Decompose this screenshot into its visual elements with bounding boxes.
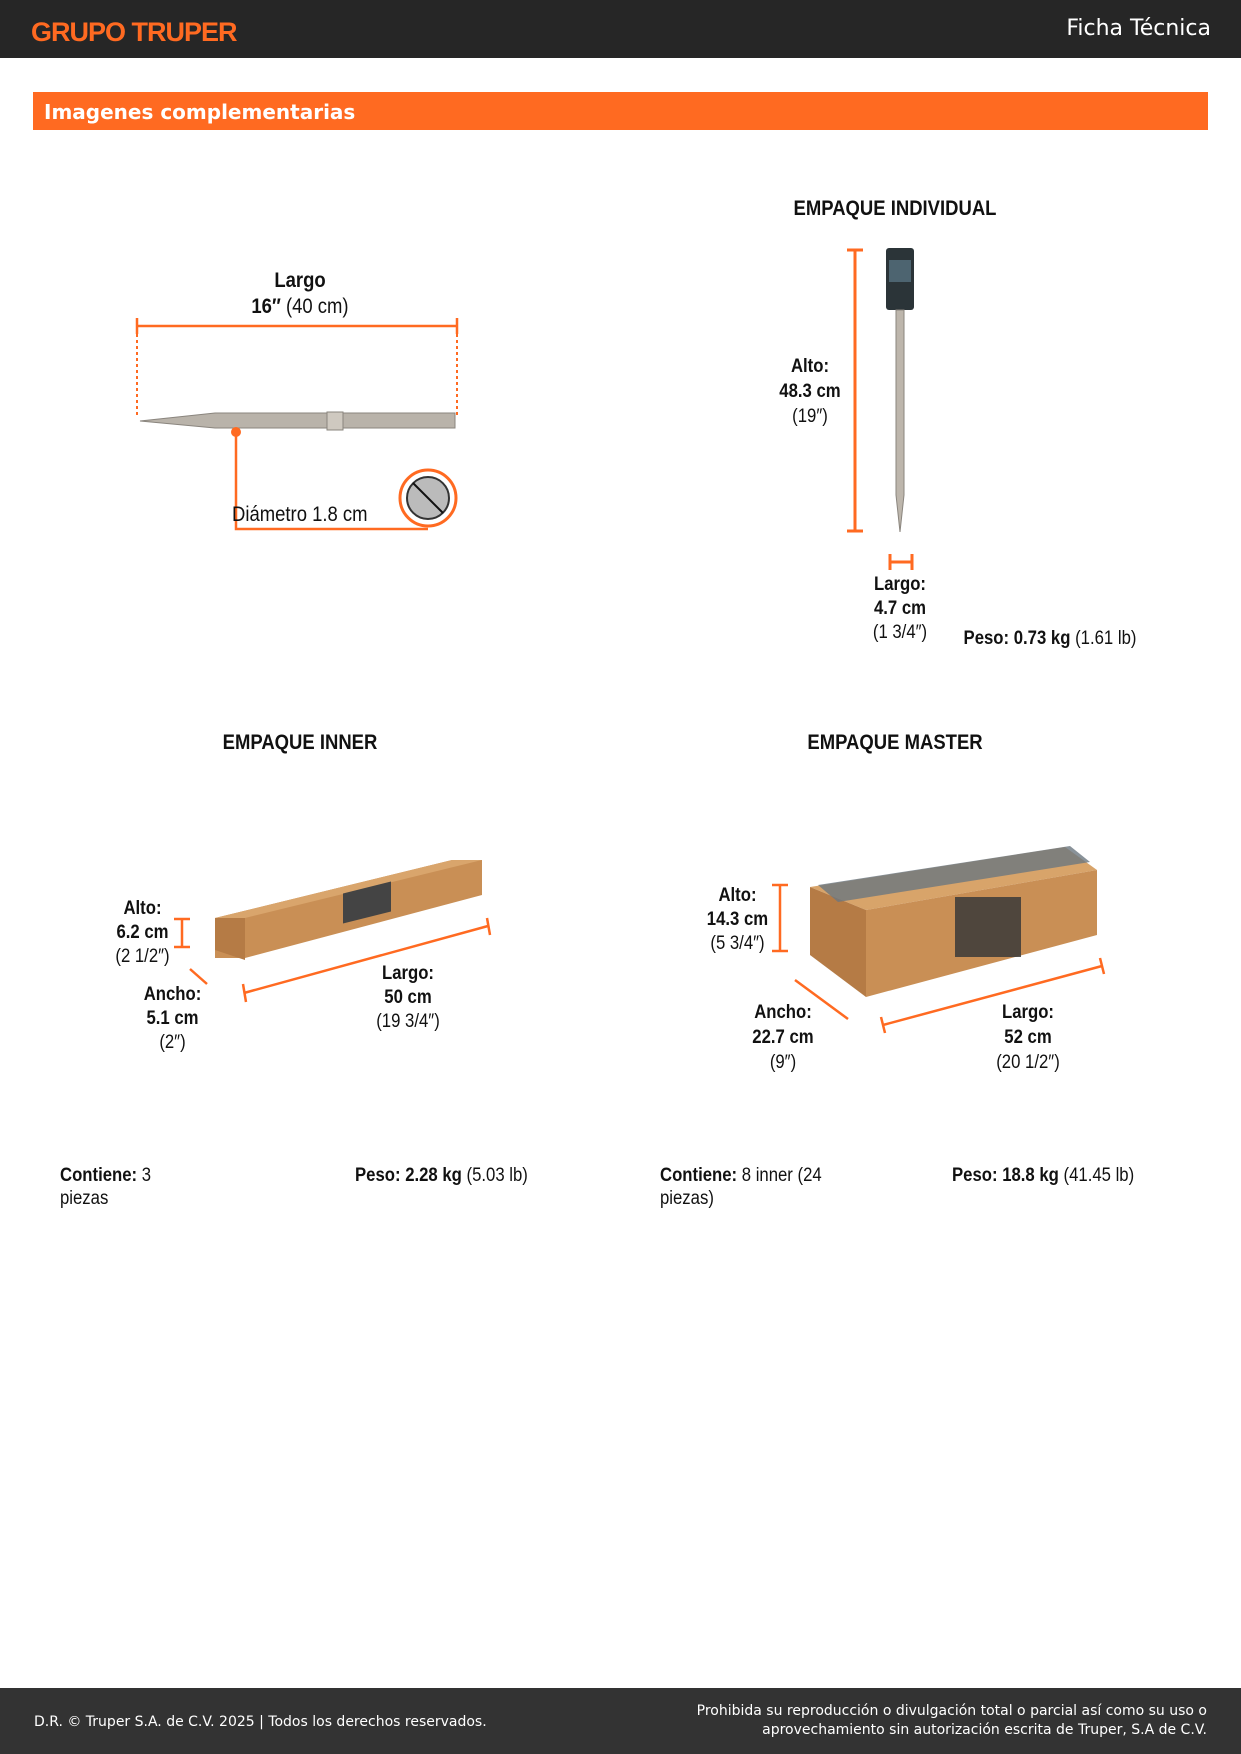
- product-largo: Largo 16″ (40 cm): [251, 269, 349, 318]
- inner-alto: Alto: 6.2 cm (2 1/2″): [115, 898, 170, 967]
- master-largo: Largo: 52 cm (20 1/2″): [996, 1002, 1060, 1073]
- doc-title: Ficha Técnica: [1066, 16, 1211, 41]
- inner-title: EMPAQUE INNER: [222, 731, 378, 754]
- individual-largo: Largo: 4.7 cm (1 3/4″): [872, 574, 928, 643]
- footer: [0, 1688, 1241, 1754]
- master-alto: Alto: 14.3 cm (5 3/4″): [706, 885, 769, 954]
- master-ancho: Ancho: 22.7 cm (9″): [752, 1002, 814, 1073]
- inner-largo: Largo: 50 cm (19 3/4″): [376, 963, 440, 1032]
- logo: GRUPO TRUPER: [31, 17, 237, 47]
- copyright: D.R. © Truper S.A. de C.V. 2025 | Todos los derechos reservados.: [34, 1714, 487, 1730]
- master-peso: Peso: 18.8 kg (41.45 lb): [952, 1165, 1135, 1186]
- individual-peso: Peso: 0.73 kg (1.61 lb): [963, 628, 1137, 649]
- inner-peso: Peso: 2.28 kg (5.03 lb): [355, 1165, 528, 1186]
- individual-alto: Alto: 48.3 cm (19″): [779, 356, 841, 427]
- individual-title: EMPAQUE INDIVIDUAL: [793, 197, 997, 220]
- inner-ancho: Ancho: 5.1 cm (2″): [143, 984, 202, 1053]
- legal-notice: Prohibida su reproducción o divulgación total o parcial así como su uso o aprovechamiento sin autorización escrita de Truper, S.A de C.V.: [696, 1703, 1207, 1738]
- section-title: Imagenes complementarias: [44, 100, 356, 124]
- inner-contiene: Contiene: 3 piezas: [60, 1165, 152, 1209]
- master-title: EMPAQUE MASTER: [807, 731, 983, 754]
- product-diametro: Diámetro 1.8 cm: [232, 503, 368, 526]
- master-contiene: Contiene: 8 inner (24 piezas): [660, 1165, 822, 1209]
